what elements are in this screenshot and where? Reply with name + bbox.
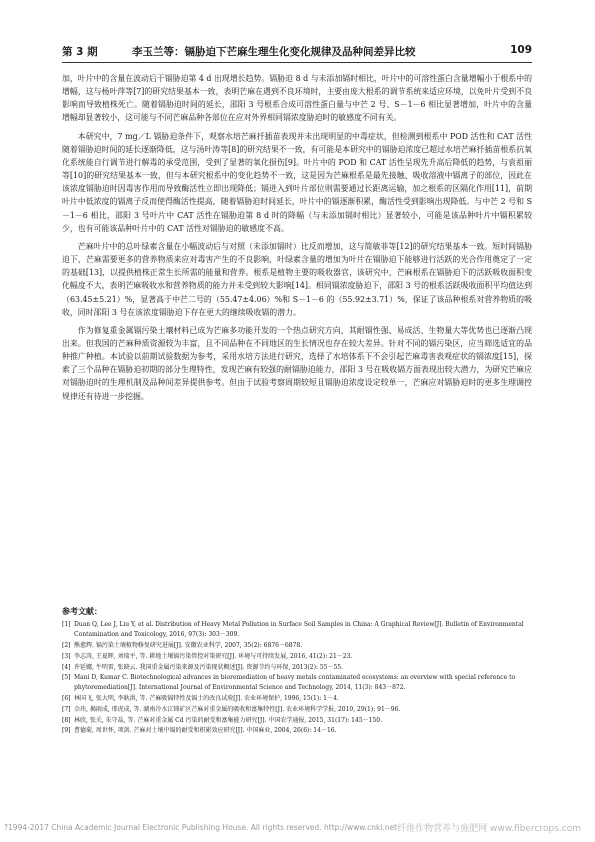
site-watermark: 纤维作物营养与施肥网 www.fibercrops.com xyxy=(397,824,581,834)
reference-text: Mani D, Kumar C. Biotechnological advances in bioremediation of heavy metals contaminated ecosystems: an overview with special reference to phytoremediation[J]. International Journal of Environmental Science and Technology, 2014, 11(3): 843－872. xyxy=(74,674,516,691)
body-paragraph: 加，叶片中的含量在波动后于镉胁迫第 4 d 出现增长趋势。镉胁迫 8 d 与未添加镉时相比，叶片中的可溶性蛋白含量增幅小于根系中的增幅，这与杨叶萍等[7]的研究结果基本一致，表明芒麻在遇到不良环境时，主要由庞大根系的调节系统来适应环境，以免叶片受到不良影响而导致植株死亡。随着镉胁迫时间的延长，邵阳 3 号根系合成可溶性蛋白量与中芒 2 号、S－1－6 相比显著增加，叶片中的含量增幅却显著较小，这可能与不同芒麻品种各部位在应对外界相同镉浓度胁迫时的敏感度不同有关。 xyxy=(62,74,532,123)
reference-item xyxy=(62,673,532,692)
reference-text: 林欣, 张关, 朱守晶, 等. 芒麻对重金属 Cd 污染的耐受和富集能力研究[J]. 中国农学通报, 2015, 31(17): 145－150. xyxy=(74,716,382,724)
body-paragraph: 芒麻叶片中的总叶绿素含量在小幅波动后与对照（未添加镉时）比反而增加，这与简敏菲等[12]的研究结果基本一致。短时间镉胁迫下，芒麻需要更多的营养物质来应对毒害产生的不良影响，叶绿素含量的增加为叶片在镉胁迫下能够进行活跃的光合作用奠定了一定的基础[13]，以提供植株正常生长所需的能量和营养。根系是植物主要的吸收器官，该研究中，芒麻根系在镉胁迫下的活跃吸收面积变化幅度不大，表明芒麻吸收水和营养物质的能力并未受到较大影响[14]。相同镉浓度胁迫下，邵阳 3 号的根系活跃吸收面积平均值达到（63.45±5.21）%，显著高于中芒二号的（55.47±4.06）%和 S－1－6 的（55.92±3.71）%，保证了该品种根系对营养物质的吸收，同时邵阳 3 号在该浓度镉胁迫下存在更大的继续吸收镉的潜力。 xyxy=(62,241,532,317)
article-body xyxy=(62,72,532,408)
reference-number: [3] xyxy=(62,652,71,660)
running-header xyxy=(62,40,532,63)
reference-text: 佘玮, 揭雨成, 邢虎成, 等. 湖南冷水江锑矿区芒麻对重金属的吸收和富集特性[J]. 农业环境科学学报, 2010, 29(1): 91－96. xyxy=(74,705,401,713)
reference-number: [6] xyxy=(62,694,71,702)
reference-number: [1] xyxy=(62,621,71,629)
reference-number: [9] xyxy=(62,727,71,735)
reference-text: 李志涛, 王夏晖, 刘瑞平, 等. 耕地土壤镉污染管控对策研究[J]. 环境与可持续发展, 2016, 41(2): 21－23. xyxy=(74,652,353,660)
page-footer xyxy=(0,820,595,838)
copyright-notice: ?1994-2017 China Academic Journal Electronic Publishing House. All rights reserved. http://www.cnki.net xyxy=(4,823,398,832)
reference-text: Duan Q, Lee J, Liu Y, et al. Distribution of Heavy Metal Pollution in Surface Soil Samples in China: A Graphical Review[J]. Bulletin of Environmental Contamination and Toxicology, 2016, 97(3): 303－309. xyxy=(74,621,524,638)
reference-text: 曹德菊, 周世怀, 项剑. 芒麻对土壤中镉的耐受和积累效应研究[J]. 中国麻业, 2004, 26(6): 14－16. xyxy=(74,727,337,735)
reference-item xyxy=(62,641,532,650)
references-section xyxy=(62,607,532,737)
reference-number: [2] xyxy=(62,641,71,649)
reference-item xyxy=(62,716,532,725)
reference-number: [7] xyxy=(62,705,71,713)
reference-number: [5] xyxy=(62,674,71,682)
reference-number: [8] xyxy=(62,716,71,724)
reference-item xyxy=(62,620,532,639)
running-title: 李玉兰等：镉胁迫下芒麻生理生化变化规律及品种间差异比较 xyxy=(132,46,416,58)
body-paragraph: 本研究中，7 mg／L 镉胁迫条件下，观察水培芒麻扦插苗表现并未出现明显的中毒症状，但检测到根系中 POD 活性和 CAT 活性随着镉胁迫时间的延长逐渐降低，这与汤叶涛等[8]的研究结果不一致，有可能是本研究中的镉胁迫浓度已超过水培芒麻扦插苗根系抗氧化系统能自行调节进行解毒的承受范围，受到了显著的氧化损伤[9]。叶片中的 POD 和 CAT 活性呈现先升高后降低的趋势，与袁祖丽等[10]的研究结果基本一致，但与本研究根系中的变化趋势不一致，这是因为芒麻根系是最先接触、吸收溶液中镉离子的部位，因此在该浓度镉胁迫时因毒害作用而导致酶活性立即出现降低；镉进入到叶片部位则需要通过长距离运输，加之根系的区隔化作用[11]，前期叶片中低浓度的镉离子反而使得酶活性提高，随着镉胁迫时间延长，叶片中的镉逐渐积累，酶活性受到影响出现降低。与中芒 2 号和 S－1－6 相比，邵阳 3 号叶片中 CAT 活性在镉胁迫第 8 d 时的降幅（与未添加镉时相比）显著较小，可能是该品种叶片中镉积累较少，也有可能该品种叶片中的 CAT 活性对镉胁迫的敏感度不高。 xyxy=(62,131,532,233)
reference-number: [4] xyxy=(62,663,71,671)
reference-item xyxy=(62,726,532,735)
reference-text: 许延娜, 牛明雷, 张晓云. 我国重金属污染来源及污染现状概述[J]. 资源节约与环保, 2013(2): 55－55. xyxy=(74,663,344,671)
reference-text: 林国飞, 张大明, 李耿洪, 等. 芒麻吸镉特性及镉土的改良试验[J]. 农业环境保护, 1996, 15(1): 1－4. xyxy=(74,694,339,702)
page-number: 109 xyxy=(510,44,532,56)
reference-item xyxy=(62,705,532,714)
body-paragraph: 作为修复重金属镉污染土壤材料已成为芒麻多功能开发的一个热点研究方向，其耐镉性强、易成活、生物量大等优势也已逐渐凸现出来。但我国的芒麻种质资源较为丰富，且不同品种在不同地区的生长情况也存在较大差异。针对不同的镉污染区，应当筛选适宜的品种推广种植。本试验以前期试验数据为参考，采用水培方法进行研究，选择了水培体系下不会引起芒麻毒害表观症状的镉浓度[15]，探索了三个品种在镉胁迫初期的部分生理特性，发现芒麻有较强的耐镉胁迫能力，邵阳 3 号在吸收镉方面表现出较大潜力，为研究芒麻应对镉胁迫时的生理机制及品种间差异提供参考。但由于试验考察周期较短且镉胁迫浓度设定较单一，芒麻应对镉胁迫时的更多生理调控规律还有待进一步挖掘。 xyxy=(62,325,532,401)
references-title: 参考文献： xyxy=(62,607,102,616)
reference-item xyxy=(62,663,532,672)
issue-number: 第 3 期 xyxy=(62,46,98,58)
reference-item xyxy=(62,694,532,703)
reference-item xyxy=(62,652,532,661)
reference-text: 熊愈辉. 镉污染土壤植物修复研究进展[J]. 安徽农业科学, 2007, 35(2): 6876－6878. xyxy=(74,641,303,649)
